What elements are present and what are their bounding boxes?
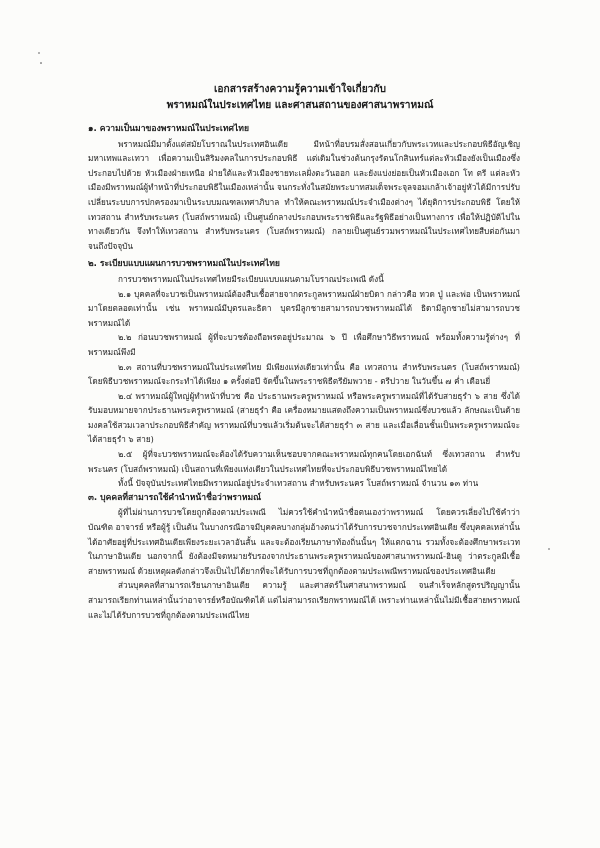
document-body xyxy=(88,122,520,622)
document-title: เอกสารสร้างความรู้ความเข้าใจเกี่ยวกับ xyxy=(213,84,387,95)
section-2-item-2-3: ๒.๓ สถานที่บวชพราหมณ์ในประเทศไทย มีเพียงแห่งเดียวเท่านั้น คือ เทวสถาน สำหรับพระนคร (โบสถ์พราหมณ์) โดยพิธีบวชพราหมณ์จะกระทำได้เพียง ๑ ครั้งต่อปี จัดขึ้นในพระราชพิธีตรียัมพวาย - ตรีปวาย ในวันขึ้น ๗ ค่ำ เดือนยี่ xyxy=(88,361,520,387)
section-2-note: ทั้งนี้ ปัจจุบันประเทศไทยมีพราหมณ์อยู่ประจำเทวสถาน สำหรับพระนคร โบสถ์พราหมณ์ จำนวน ๑๓ ท่าน xyxy=(118,478,479,489)
section-2-item-2-1: ๒.๑ บุคคลที่จะบวชเป็นพราหมณ์ต้องสืบเชื้อสายจากตระกูลพราหมณ์ฝ่ายบิดา กล่าวคือ ทวด ปู่ และพ่อ เป็นพราหมณ์มาโดยตลอดเท่านั้น เช่น พราหมณ์มีบุตรและธิดา บุตรมีลูกชายสามารถบวชพราหมณ์ได้ ธิดามีลูกชายไม่สามารถบวชพราหมณ์ได้ xyxy=(88,288,520,328)
scan-speck xyxy=(548,548,550,550)
document-subtitle: พราหมณ์ในประเทศไทย และศาสนสถานของศาสนาพราหมณ์ xyxy=(166,100,434,111)
section-2-heading: ๒. ระเบียบแบบแผนการบวชพราหมณ์ในประเทศไทย xyxy=(88,259,280,270)
document-title-block xyxy=(0,82,600,114)
section-3-paragraph-1: ผู้ที่ไม่ผ่านการบวชโดยถูกต้องตามประเพณี ไม่ควรใช้คำนำหน้าชื่อตนเองว่าพราหมณ์ โดยควรเลี่ยงไปใช้คำว่า บัณฑิต อาจารย์ หรือผู้รู้ เป็นต้น ในบางกรณีอาจมีบุคคลบางกลุ่มอ้างตนว่าได้รับการบวชจากประเทศอินเดีย ซึ่งบุคคลเหล่านั้นได้อาศัยอยู่ที่ประเทศอินเดียเพียงระยะเวลาอันสั้น และจะต้องเรียนภาษาท้องถิ่นนั้นๆ ให้แตกฉาน รวมทั้งจะต้องศึกษาพระเวทในภาษาอินเดีย นอกจากนี้ ยังต้องมีจดหมายรับรองจากประธานพระครูพราหมณ์ของศาสนาพราหมณ์-ฮินดู ว่าตระกูลมีเชื้อสายพราหมณ์ ด้วยเหตุผลดังกล่าวจึงเป็นไปได้ยากที่จะได้รับการบวชที่ถูกต้องตามประเพณีพราหมณ์ของประเทศอินเดีย xyxy=(88,507,520,576)
section-3-paragraph-2: ส่วนบุคคลที่สามารถเรียนภาษาอินเดีย ความรู้ และศาสตร์ในศาสนาพราหมณ์ จนสำเร็จหลักสูตรปริญญานั้น สามารถเรียกท่านเหล่านั้นว่าอาจารย์หรือบัณฑิตได้ แต่ไม่สามารถเรียกพราหมณ์ได้ เพราะท่านเหล่านั้นไม่มีเชื้อสายพราหมณ์ และไม่ได้รับการบวชที่ถูกต้องตามประเพณีไทย xyxy=(88,580,520,620)
section-3-heading: ๓. บุคคลที่สามารถใช้คำนำหน้าชื่อว่าพราหมณ์ xyxy=(88,492,262,503)
section-2-intro: การบวชพราหมณ์ในประเทศไทยมีระเบียบแบบแผนตามโบราณประเพณี ดังนี้ xyxy=(118,273,384,284)
scan-speck xyxy=(38,52,40,54)
scan-speck xyxy=(40,62,42,64)
section-2-item-2-2: ๒.๒ ก่อนบวชพราหมณ์ ผู้ที่จะบวชต้องถือพรตอยู่ประมาณ ๖ ปี เพื่อศึกษาวิธีพราหมณ์ พร้อมทั้งความรู้ต่างๆ ที่พราหมณ์พึงมี xyxy=(88,332,520,357)
section-1-heading: ๑. ความเป็นมาของพราหมณ์ในประเทศไทย xyxy=(88,124,250,134)
section-2-item-2-4: ๒.๔ พราหมณ์ผู้ใหญ่ผู้ทำหน้าที่บวช คือ ประธานพระครูพราหมณ์ หรือพระครูพราหมณ์ที่ได้รับสายธุรำ ๖ สาย ซึ่งได้รับมอบหมายจากประธานพระครูพราหมณ์ (สายธุรำ คือ เครื่องหมายแสดงถึงความเป็นพราหมณ์ซึ่งบวชแล้ว ลักษณะเป็นด้ายมงคลใช้สวมเวลาประกอบพิธีสำคัญ พราหมณ์ที่บวชแล้วเริ่มต้นจะได้สายธุรำ ๓ สาย และเมื่อเลื่อนชั้นเป็นพระครูพราหมณ์จะได้สายธุรำ ๖ สาย) xyxy=(88,390,520,445)
section-2-item-2-5: ๒.๕ ผู้ที่จะบวชพราหมณ์จะต้องได้รับความเห็นชอบจากคณะพราหมณ์ทุกคนโดยเอกฉันท์ ซึ่งเทวสถาน สำหรับพระนคร (โบสถ์พราหมณ์) เป็นสถานที่เพียงแห่งเดียวในประเทศไทยที่จะประกอบพิธีบวชพราหมณ์ไทยได้ xyxy=(88,449,520,474)
section-1-paragraph: พราหมณ์มีมาตั้งแต่สมัยโบราณในประเทศอินเดีย มีหน้าที่อบรมสั่งสอนเกี่ยวกับพระเวทและประกอบพิธีอัญเชิญมหาเทพและเทวา เพื่อความเป็นสิริมงคลในการประกอบพิธี แต่เดิมในช่วงต้นกรุงรัตนโกสินทร์แต่ละหัวเมืองยังเป็นเมืองซึ่งประกอบไปด้วย หัวเมืองฝ่ายเหนือ ฝ่ายใต้และหัวเมืองชายทะเลฝั่งตะวันออก และยังแบ่งย่อยเป็นหัวเมืองเอก โท ตรี แต่ละหัวเมืองมีพราหมณ์ผู้ทำหน้าที่ประกอบพิธีในเมืองเหล่านั้น จนกระทั่งในสมัยพระบาทสมเด็จพระจุลจอมเกล้าเจ้าอยู่หัวได้มีการปรับเปลี่ยนระบบการปกครองมาเป็นระบบมณฑลเทศาภิบาล ทำให้คณะพราหมณ์ประจำเมืองต่างๆ ได้ยุติการประกอบพิธี โดยให้เทวสถาน สำหรับพระนคร (โบสถ์พราหมณ์) เป็นศูนย์กลางประกอบพระราชพิธีและรัฐพิธีอย่างเป็นทางการ เพื่อให้ปฏิบัติไปในทางเดียวกัน จึงทำให้เทวสถาน สำหรับพระนคร (โบสถ์พราหมณ์) กลายเป็นศูนย์รวมพราหมณ์ในประเทศไทยสืบต่อกันมาจนถึงปัจจุบัน xyxy=(88,138,520,251)
